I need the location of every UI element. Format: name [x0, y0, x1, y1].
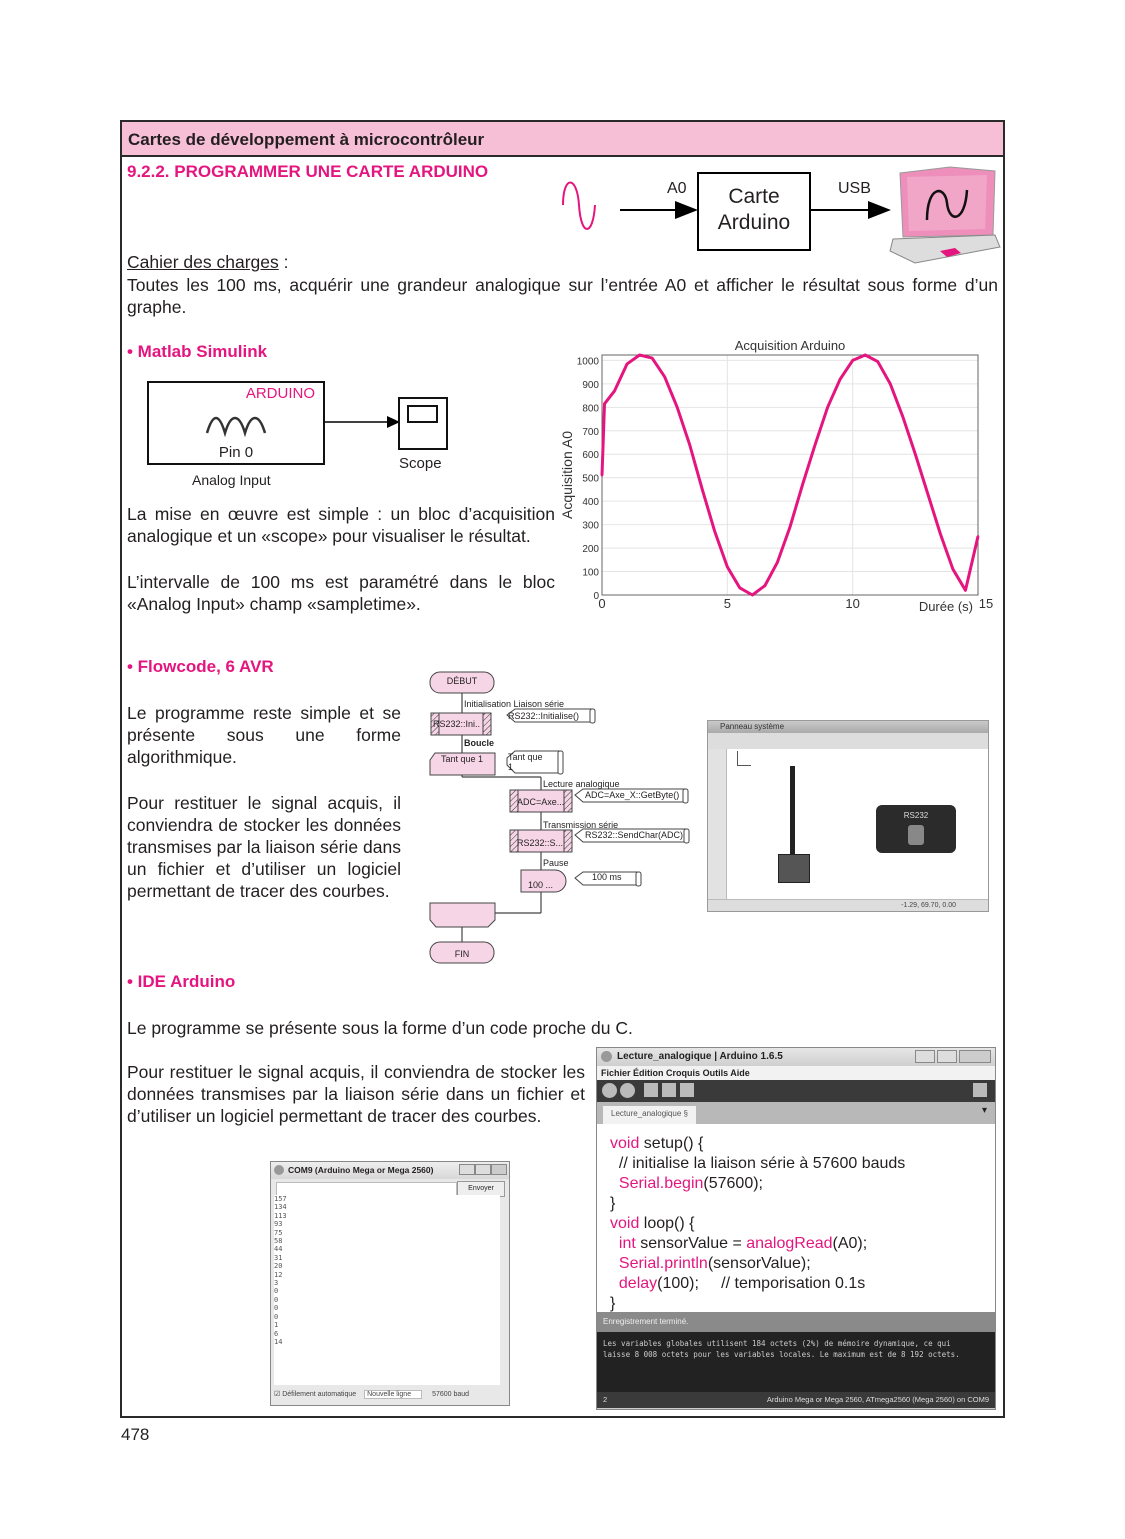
serial-footer	[274, 1388, 504, 1402]
arrow-icon	[868, 201, 891, 219]
system-panel-sidebar[interactable]	[708, 749, 727, 899]
data-point	[889, 383, 891, 385]
data-point	[638, 354, 640, 356]
serial-titlebar	[271, 1162, 509, 1179]
upload-icon[interactable]	[620, 1083, 635, 1098]
serial-line: 93	[274, 1220, 283, 1229]
specs-heading: Cahier des charges	[127, 252, 279, 272]
menu-edition[interactable]: Édition	[633, 1068, 664, 1078]
step-note: 100 ms	[592, 872, 622, 882]
y-tick-label: 400	[582, 497, 599, 509]
data-point	[714, 530, 716, 532]
system-panel-titlebar: Panneau système	[708, 721, 988, 733]
serial-line: 31	[274, 1253, 283, 1262]
menu-croquis[interactable]: Croquis	[666, 1068, 701, 1078]
step-box[interactable]: 100 ...	[528, 880, 554, 890]
rs232-component[interactable]	[876, 805, 956, 853]
autoscroll-label: Défilement automatique	[282, 1391, 357, 1398]
open-file-icon[interactable]	[662, 1083, 676, 1097]
serial-line: 0	[274, 1312, 279, 1321]
flowcode-heading: • Flowcode, 6 AVR	[127, 657, 274, 676]
pin-label: Pin 0	[218, 444, 254, 461]
data-point	[952, 568, 954, 570]
ide-menubar	[597, 1066, 995, 1080]
code-text: (57600);	[703, 1175, 763, 1192]
y-tick-label: 700	[582, 426, 599, 438]
y-tick-label: 300	[582, 520, 599, 532]
x-tick-label: 10	[845, 596, 860, 611]
rs232-label: RS232	[903, 811, 929, 820]
data-point	[663, 376, 665, 378]
tab-menu-icon[interactable]: ▾	[981, 1105, 987, 1116]
series-line	[602, 355, 978, 595]
verify-icon[interactable]	[602, 1083, 617, 1098]
system-panel-canvas[interactable]	[727, 749, 988, 899]
serial-line: 58	[274, 1237, 283, 1246]
chart-title: Acquisition Arduino	[734, 338, 846, 353]
serial-line: 14	[274, 1337, 283, 1346]
step-note: RS232::SendChar(ADC)	[585, 830, 684, 840]
data-point	[764, 584, 766, 586]
serial-line: 157	[274, 1195, 287, 1203]
x-axis-label: Durée (s)	[918, 599, 973, 614]
code-keyword: void	[610, 1135, 640, 1152]
ide-paragraph-2: Pour restituer le signal acquis, il conviendra de stocker les données transmises par la liaison série dans un fichier et d’utiliser un logiciel permettant de tracer des courbes.	[127, 1062, 585, 1126]
data-point	[801, 484, 803, 486]
serial-line: 0	[274, 1304, 279, 1313]
ide-window-title: Lecture_analogique | Arduino 1.6.5	[617, 1051, 783, 1062]
y-tick-label: 600	[582, 450, 599, 462]
arduino-board-block	[698, 184, 810, 236]
data-point	[739, 587, 741, 589]
serial-line: 12	[274, 1270, 283, 1279]
data-point	[851, 359, 853, 361]
data-point	[939, 533, 941, 535]
sine-wave-icon	[563, 183, 595, 230]
minimize-button[interactable]	[459, 1164, 475, 1175]
x-tick-label: 15	[978, 596, 994, 611]
specs-colon: :	[278, 252, 289, 272]
code-keyword: void	[610, 1215, 640, 1232]
code-line	[610, 1274, 995, 1294]
line-ending-select[interactable]: Nouvelle ligne	[364, 1390, 422, 1399]
new-file-icon[interactable]	[644, 1083, 658, 1097]
code-text: setup() {	[639, 1135, 704, 1152]
arduino-ide-window	[596, 1047, 996, 1410]
data-point	[603, 403, 605, 405]
ide-console: Les variables globales utilisent 184 octets (2%) de mémoire dynamique, ce qui laisse 8 008 octets pour les variables locales. Le maximum est de 8 192 octets.	[597, 1332, 995, 1392]
serial-window-title: COM9 (Arduino Mega or Mega 2560)	[288, 1165, 434, 1175]
serial-line: 0	[274, 1295, 279, 1304]
axis-y-icon	[737, 751, 738, 765]
data-point	[751, 594, 753, 596]
baud-select[interactable]: 57600 baud	[432, 1391, 470, 1398]
slider-base	[778, 854, 810, 883]
ide-status-label: Enregistrement terminé.	[597, 1312, 995, 1332]
specs-heading-row	[127, 252, 288, 273]
code-keyword: analogRead	[746, 1235, 833, 1252]
ide-titlebar	[597, 1048, 995, 1066]
section-title: 9.2.2. PROGRAMMER UNE CARTE ARDUINO	[127, 162, 489, 181]
code-line	[610, 1254, 995, 1274]
data-point	[613, 390, 615, 392]
output-label-usb: USB	[838, 180, 871, 197]
code-line	[610, 1214, 995, 1234]
code-text: (sensorValue);	[707, 1255, 811, 1272]
code-text: (A0);	[832, 1235, 868, 1252]
code-keyword: int	[610, 1235, 636, 1252]
system-panel-toolbar[interactable]	[708, 733, 988, 750]
flowcode-paragraph-2: Pour restituer le signal acquis, il conviendra de stocker les données transmises par la liaison série dans un fichier et d’utiliser un logiciel permettant de tracer des courbes.	[127, 793, 401, 901]
page-number: 478	[121, 1425, 150, 1444]
y-tick-label: 500	[582, 473, 599, 485]
step-box[interactable]: ADC=Axe...	[517, 797, 565, 807]
maximize-button[interactable]	[475, 1164, 491, 1175]
step-box[interactable]: Tant que 1	[440, 754, 484, 764]
serial-line: 113	[274, 1211, 287, 1220]
step-box[interactable]: RS232::S...	[517, 838, 564, 848]
y-tick-label: 800	[582, 403, 599, 415]
analog-input-block[interactable]	[147, 381, 325, 465]
analog-wave-icon	[205, 413, 267, 437]
code-line	[610, 1234, 995, 1254]
data-point	[927, 493, 929, 495]
serial-line: 6	[274, 1329, 279, 1338]
data-point	[864, 354, 866, 356]
step-note: RS232::Initialise()	[508, 711, 580, 721]
menu-outils[interactable]: Outils	[702, 1068, 729, 1078]
close-button[interactable]	[959, 1050, 991, 1063]
code-keyword: Serial.println	[610, 1255, 708, 1272]
code-line	[610, 1134, 995, 1154]
chapter-header: Cartes de développement à microcontrôleur	[122, 122, 1003, 157]
step-label: Lecture analogique	[543, 779, 620, 789]
y-tick-label: 900	[582, 379, 599, 391]
code-text: (100); // temporisation 0.1s	[657, 1275, 866, 1292]
board-label-line2: Arduino	[717, 211, 791, 234]
input-label-a0: A0	[667, 180, 687, 197]
y-tick-label: 1000	[576, 356, 599, 368]
serial-line: 0	[274, 1287, 279, 1296]
ide-paragraph-1: Le programme se présente sous la forme d’un code proche du C.	[127, 1018, 633, 1038]
data-point	[601, 474, 603, 476]
y-axis-label: Acquisition A0	[559, 431, 575, 519]
serial-line: 75	[274, 1228, 283, 1237]
scope-block[interactable]	[398, 397, 448, 450]
code-text: }	[610, 1195, 616, 1212]
step-label: Boucle	[464, 738, 495, 748]
board-label-line1: Carte	[728, 185, 780, 208]
data-point	[626, 363, 628, 365]
ide-heading: • IDE Arduino	[127, 972, 236, 991]
simulink-paragraph-2: L’intervalle de 100 ms est paramétré dans le bloc «Analog Input» champ «sampletime».	[127, 572, 555, 614]
autoscroll-checkbox[interactable]: ☑ Défilement automatique	[274, 1391, 357, 1398]
menu-aide[interactable]: Aide	[730, 1068, 750, 1078]
data-point	[914, 453, 916, 455]
code-keyword: Serial.begin	[610, 1175, 704, 1192]
serial-line: 134	[274, 1203, 287, 1212]
data-point	[726, 566, 728, 568]
x-tick-label: 5	[723, 596, 731, 611]
menu-fichier[interactable]: Fichier	[601, 1068, 631, 1078]
ide-footer	[597, 1392, 995, 1408]
step-label: Transmission série	[543, 820, 619, 830]
analog-input-caption: Analog Input	[192, 472, 271, 488]
data-point	[902, 416, 904, 418]
signal-line	[325, 410, 400, 430]
code-keyword: delay	[610, 1275, 658, 1292]
flowchart-end-label: FIN	[454, 949, 470, 959]
axis-x-icon	[737, 765, 751, 766]
coords-statusbar: -1.29, 69.70, 0.00	[708, 899, 988, 911]
data-point	[689, 444, 691, 446]
specs-text: Toutes les 100 ms, acquérir une grandeur analogique sur l’entrée A0 et afficher le résultat sous forme d’un graphe.	[127, 275, 998, 317]
save-file-icon[interactable]	[680, 1083, 694, 1097]
code-line	[610, 1154, 995, 1174]
flowcode-paragraph-1: Le programme reste simple et se présente sous une forme algorithmique.	[127, 703, 401, 767]
minimize-button[interactable]	[915, 1050, 935, 1063]
acquisition-chart	[555, 335, 1000, 620]
arrow-icon	[675, 201, 698, 219]
data-point	[964, 589, 966, 591]
data-point	[826, 406, 828, 408]
serial-line: 3	[274, 1279, 279, 1288]
board-info: Arduino Mega or Mega 2560, ATmega2560 (Mega 2560) on COM9	[766, 1395, 989, 1404]
step-label: Pause	[543, 858, 569, 868]
data-point	[776, 561, 778, 563]
line-number: 2	[603, 1395, 608, 1404]
serial-line: 20	[274, 1262, 283, 1271]
simulink-paragraph-1: La mise en œuvre est simple : un bloc d’acquisition analogique et un «scope» pour visualiser le résultat.	[127, 504, 555, 546]
step-note: ADC=Axe_X::GetByte()	[585, 790, 680, 800]
data-point	[839, 378, 841, 380]
arduino-brand-label: ARDUINO	[245, 385, 315, 402]
serial-output	[274, 1195, 500, 1385]
serial-line: 1	[274, 1321, 279, 1330]
code-text: // initialise la liaison série à 57600 bauds	[610, 1155, 906, 1172]
system-panel-window	[707, 720, 989, 912]
maximize-button[interactable]	[937, 1050, 957, 1063]
tab-sketch[interactable]: Lecture_analogique §	[603, 1106, 696, 1124]
code-text: }	[610, 1295, 616, 1312]
step-box[interactable]: RS232::Ini..	[433, 719, 481, 729]
data-point	[676, 406, 678, 408]
code-text: sensorValue =	[635, 1235, 747, 1252]
scope-caption: Scope	[399, 455, 442, 472]
ide-toolbar	[597, 1080, 995, 1102]
x-tick-label: 0	[598, 596, 606, 611]
slider-bar	[790, 766, 795, 856]
y-tick-label: 100	[582, 567, 599, 579]
code-lines	[610, 1134, 995, 1314]
send-button[interactable]: Envoyer	[457, 1181, 505, 1197]
code-line	[610, 1294, 995, 1314]
step-label: Initialisation Liaison série	[464, 699, 565, 709]
code-editor[interactable]	[597, 1124, 995, 1312]
data-point	[701, 488, 703, 490]
flowchart-start-label: DÉBUT	[446, 676, 478, 686]
y-tick-label: 200	[582, 544, 599, 556]
close-button[interactable]	[491, 1164, 507, 1175]
laptop-icon	[890, 167, 1000, 263]
data-point	[651, 357, 653, 359]
db9-connector-icon	[908, 825, 924, 845]
arduino-logo-icon	[601, 1051, 612, 1062]
serial-monitor-icon[interactable]	[973, 1083, 987, 1097]
ide-tabbar	[597, 1102, 995, 1124]
serial-monitor-window	[270, 1161, 510, 1406]
data-point	[877, 360, 879, 362]
step-note: Tant que 1	[508, 752, 543, 772]
arduino-logo-icon	[274, 1165, 284, 1175]
y-tick-label: 0	[593, 591, 599, 602]
data-point	[977, 535, 979, 537]
serial-line: 44	[274, 1245, 283, 1254]
data-point	[814, 444, 816, 446]
scope-screen-icon	[407, 405, 438, 423]
code-line	[610, 1194, 995, 1214]
code-text: loop() {	[639, 1215, 695, 1232]
data-point	[789, 526, 791, 528]
code-line	[610, 1174, 995, 1194]
simulink-heading: • Matlab Simulink	[127, 342, 268, 361]
